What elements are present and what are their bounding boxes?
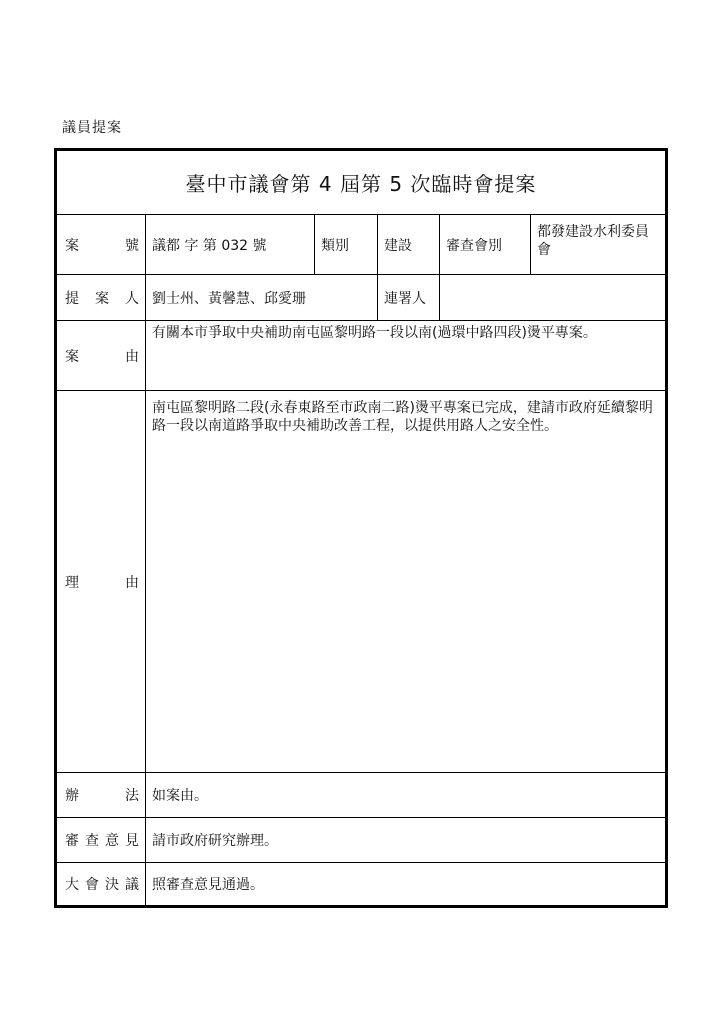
reason-value: 南屯區黎明路二段(永春東路至市政南二路)燙平專案已完成，建請市政府延續黎明路一段以南道路爭取中央補助改善工程，以提供用路人之安全性。 xyxy=(152,400,653,434)
review-opinion-value: 請市政府研究辦理。 xyxy=(152,833,278,849)
subject-label: 案 由 xyxy=(57,321,146,390)
assembly-resolution-row xyxy=(57,863,665,905)
proposer-label: 提 案 人 xyxy=(57,275,146,320)
case-number-value: 議都 字 第 032 號 xyxy=(146,215,315,274)
subject-value-cell xyxy=(146,321,665,390)
assembly-resolution-label: 大 會 決 議 xyxy=(57,863,146,905)
review-opinion-row xyxy=(57,818,665,863)
category-label: 類別 xyxy=(315,215,378,274)
proposer-row xyxy=(57,275,665,321)
reason-value-cell xyxy=(146,391,665,772)
method-label: 辦 法 xyxy=(57,773,146,817)
assembly-resolution-value: 照審查意見通過。 xyxy=(152,877,264,893)
method-row xyxy=(57,773,665,818)
cosigner-value xyxy=(440,275,665,320)
form-title: 臺中市議會第 4 屆第 5 次臨時會提案 xyxy=(185,172,537,196)
review-opinion-label: 審 查 意 見 xyxy=(57,818,146,862)
document-type-label: 議員提案 xyxy=(62,120,122,136)
method-value: 如案由。 xyxy=(152,788,208,804)
review-committee-value: 都發建設水利委員會 xyxy=(537,224,649,258)
subject-row xyxy=(57,321,665,391)
reason-label: 理 由 xyxy=(57,391,146,772)
reason-row xyxy=(57,391,665,773)
cosigner-label: 連署人 xyxy=(378,275,440,320)
proposal-form xyxy=(54,148,668,908)
case-number-row xyxy=(57,215,665,275)
case-number-label: 案 號 xyxy=(57,215,146,274)
review-committee-label: 審查會別 xyxy=(440,215,531,274)
proposer-value: 劉士州、黃馨慧、邱愛珊 xyxy=(146,275,378,320)
title-row xyxy=(57,151,665,215)
category-value: 建設 xyxy=(378,215,440,274)
subject-value: 有關本市爭取中央補助南屯區黎明路一段以南(過環中路四段)燙平專案。 xyxy=(152,325,597,341)
